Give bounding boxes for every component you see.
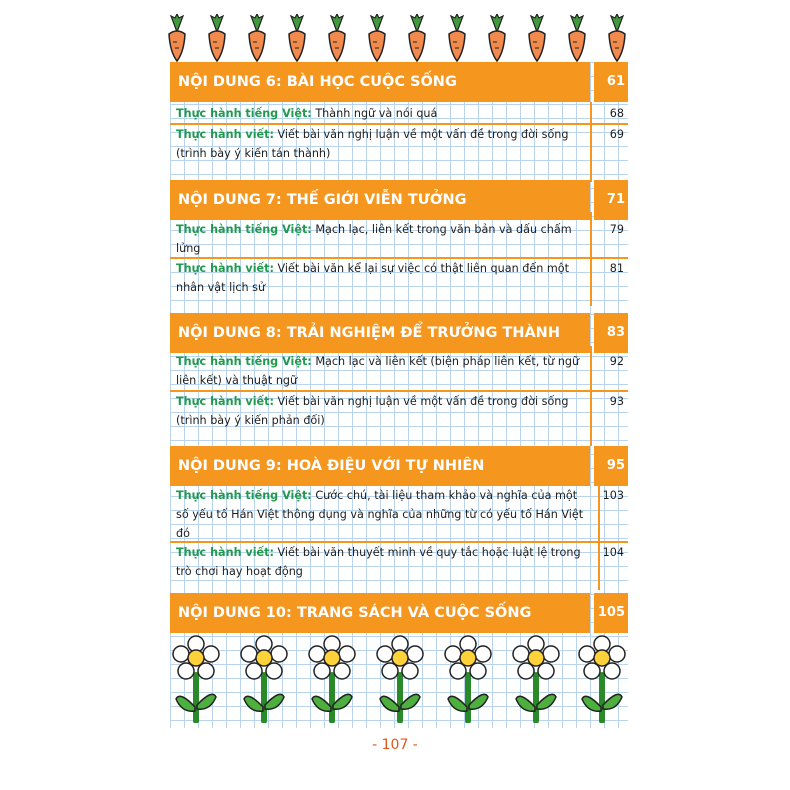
section-title: NỘI DUNG 10: TRANG SÁCH VÀ CUỘC SỐNG	[170, 593, 590, 633]
page-number: - 107 -	[372, 737, 418, 753]
entry-text	[176, 104, 586, 123]
entry-label: Thực hành viết:	[176, 262, 274, 275]
entry-page-number: 68	[609, 107, 624, 120]
section-title: NỘI DUNG 8: TRẢI NGHIỆM ĐỂ TRƯỞNG THÀNH	[170, 313, 590, 353]
toc-section-9[interactable]	[170, 446, 628, 486]
entry-description: Cước chú, tài liệu tham khảo và nghĩa của một số yếu tố Hán Việt thông dụng và nghĩa của những từ có yếu tố Hán Việt đó	[176, 489, 584, 540]
entry-description: Mạch lạc, liên kết trong văn bản và dấu chấm lửng	[176, 223, 572, 255]
entry-description: Thành ngữ và nói quá	[311, 107, 438, 120]
flower-border	[168, 635, 630, 725]
entry-text	[176, 543, 586, 581]
entry-label: Thực hành viết:	[176, 395, 274, 408]
section-page-number: 105	[594, 593, 628, 633]
entry-label: Thực hành tiếng Việt:	[176, 107, 312, 120]
carrot-icon	[482, 14, 512, 62]
carrot-icon	[322, 14, 352, 62]
section-page-number: 95	[594, 446, 628, 486]
carrot-icon	[162, 14, 192, 62]
entry-text	[176, 220, 586, 258]
toc-section-8[interactable]	[170, 313, 628, 353]
toc-entry[interactable]	[170, 125, 628, 165]
carrot-icon	[522, 14, 552, 62]
carrot-icon	[282, 14, 312, 62]
toc-entry[interactable]	[170, 352, 628, 392]
entry-text	[176, 352, 586, 390]
toc-entry[interactable]	[170, 104, 628, 124]
carrot-icon	[602, 14, 632, 62]
toc-entry[interactable]	[170, 486, 628, 544]
entry-description: Mạch lạc và liên kết (biện pháp liên kết, từ ngữ liên kết) và thuật ngữ	[176, 355, 580, 387]
carrot-border	[162, 14, 636, 64]
entry-label: Thực hành viết:	[176, 128, 274, 141]
entry-description: Viết bài văn nghị luận về một vấn đề trong đời sống (trình bày ý kiến tán thành)	[176, 128, 569, 160]
toc-entry[interactable]	[170, 543, 628, 583]
toc-entry[interactable]	[170, 259, 628, 299]
daisy-flower-icon	[508, 635, 564, 723]
daisy-flower-icon	[304, 635, 360, 723]
toc-entry[interactable]	[170, 220, 628, 260]
entry-text	[176, 486, 586, 543]
entry-page-number: 103	[602, 489, 624, 502]
toc-entry[interactable]	[170, 392, 628, 432]
entry-page-number: 69	[609, 128, 624, 141]
section-title: NỘI DUNG 7: THẾ GIỚI VIỄN TƯỞNG	[170, 180, 590, 220]
daisy-flower-icon	[440, 635, 496, 723]
section-title: NỘI DUNG 9: HOÀ ĐIỆU VỚI TỰ NHIÊN	[170, 446, 590, 486]
entry-page-number: 81	[609, 262, 624, 275]
carrot-icon	[362, 14, 392, 62]
carrot-icon	[242, 14, 272, 62]
carrot-icon	[562, 14, 592, 62]
entry-page-number: 79	[609, 223, 624, 236]
entry-text	[176, 259, 586, 297]
entry-page-number: 92	[609, 355, 624, 368]
entry-label: Thực hành tiếng Việt:	[176, 355, 312, 368]
entry-label: Thực hành tiếng Việt:	[176, 223, 312, 236]
entry-page-number: 93	[609, 395, 624, 408]
carrot-icon	[202, 14, 232, 62]
entry-description: Viết bài văn thuyết minh về quy tắc hoặc luật lệ trong trò chơi hay hoạt động	[176, 546, 581, 578]
entry-description: Viết bài văn nghị luận về một vấn đề trong đời sống (trình bày ý kiến phản đối)	[176, 395, 569, 427]
entry-label: Thực hành tiếng Việt:	[176, 489, 312, 502]
entry-page-number: 104	[602, 546, 624, 559]
section-page-number: 61	[594, 62, 628, 102]
entry-description: Viết bài văn kể lại sự việc có thật liên quan đến một nhân vật lịch sử	[176, 262, 569, 294]
toc-section-7[interactable]	[170, 180, 628, 220]
carrot-icon	[402, 14, 432, 62]
daisy-flower-icon	[236, 635, 292, 723]
section-page-number: 71	[594, 180, 628, 220]
entry-label: Thực hành viết:	[176, 546, 274, 559]
entry-text	[176, 392, 586, 430]
section-title: NỘI DUNG 6: BÀI HỌC CUỘC SỐNG	[170, 62, 590, 102]
daisy-flower-icon	[372, 635, 428, 723]
carrot-icon	[442, 14, 472, 62]
toc-section-6[interactable]	[170, 62, 628, 102]
daisy-flower-icon	[168, 635, 224, 723]
section-page-number: 83	[594, 313, 628, 353]
daisy-flower-icon	[574, 635, 630, 723]
entry-text	[176, 125, 586, 163]
toc-section-10[interactable]	[170, 593, 628, 633]
